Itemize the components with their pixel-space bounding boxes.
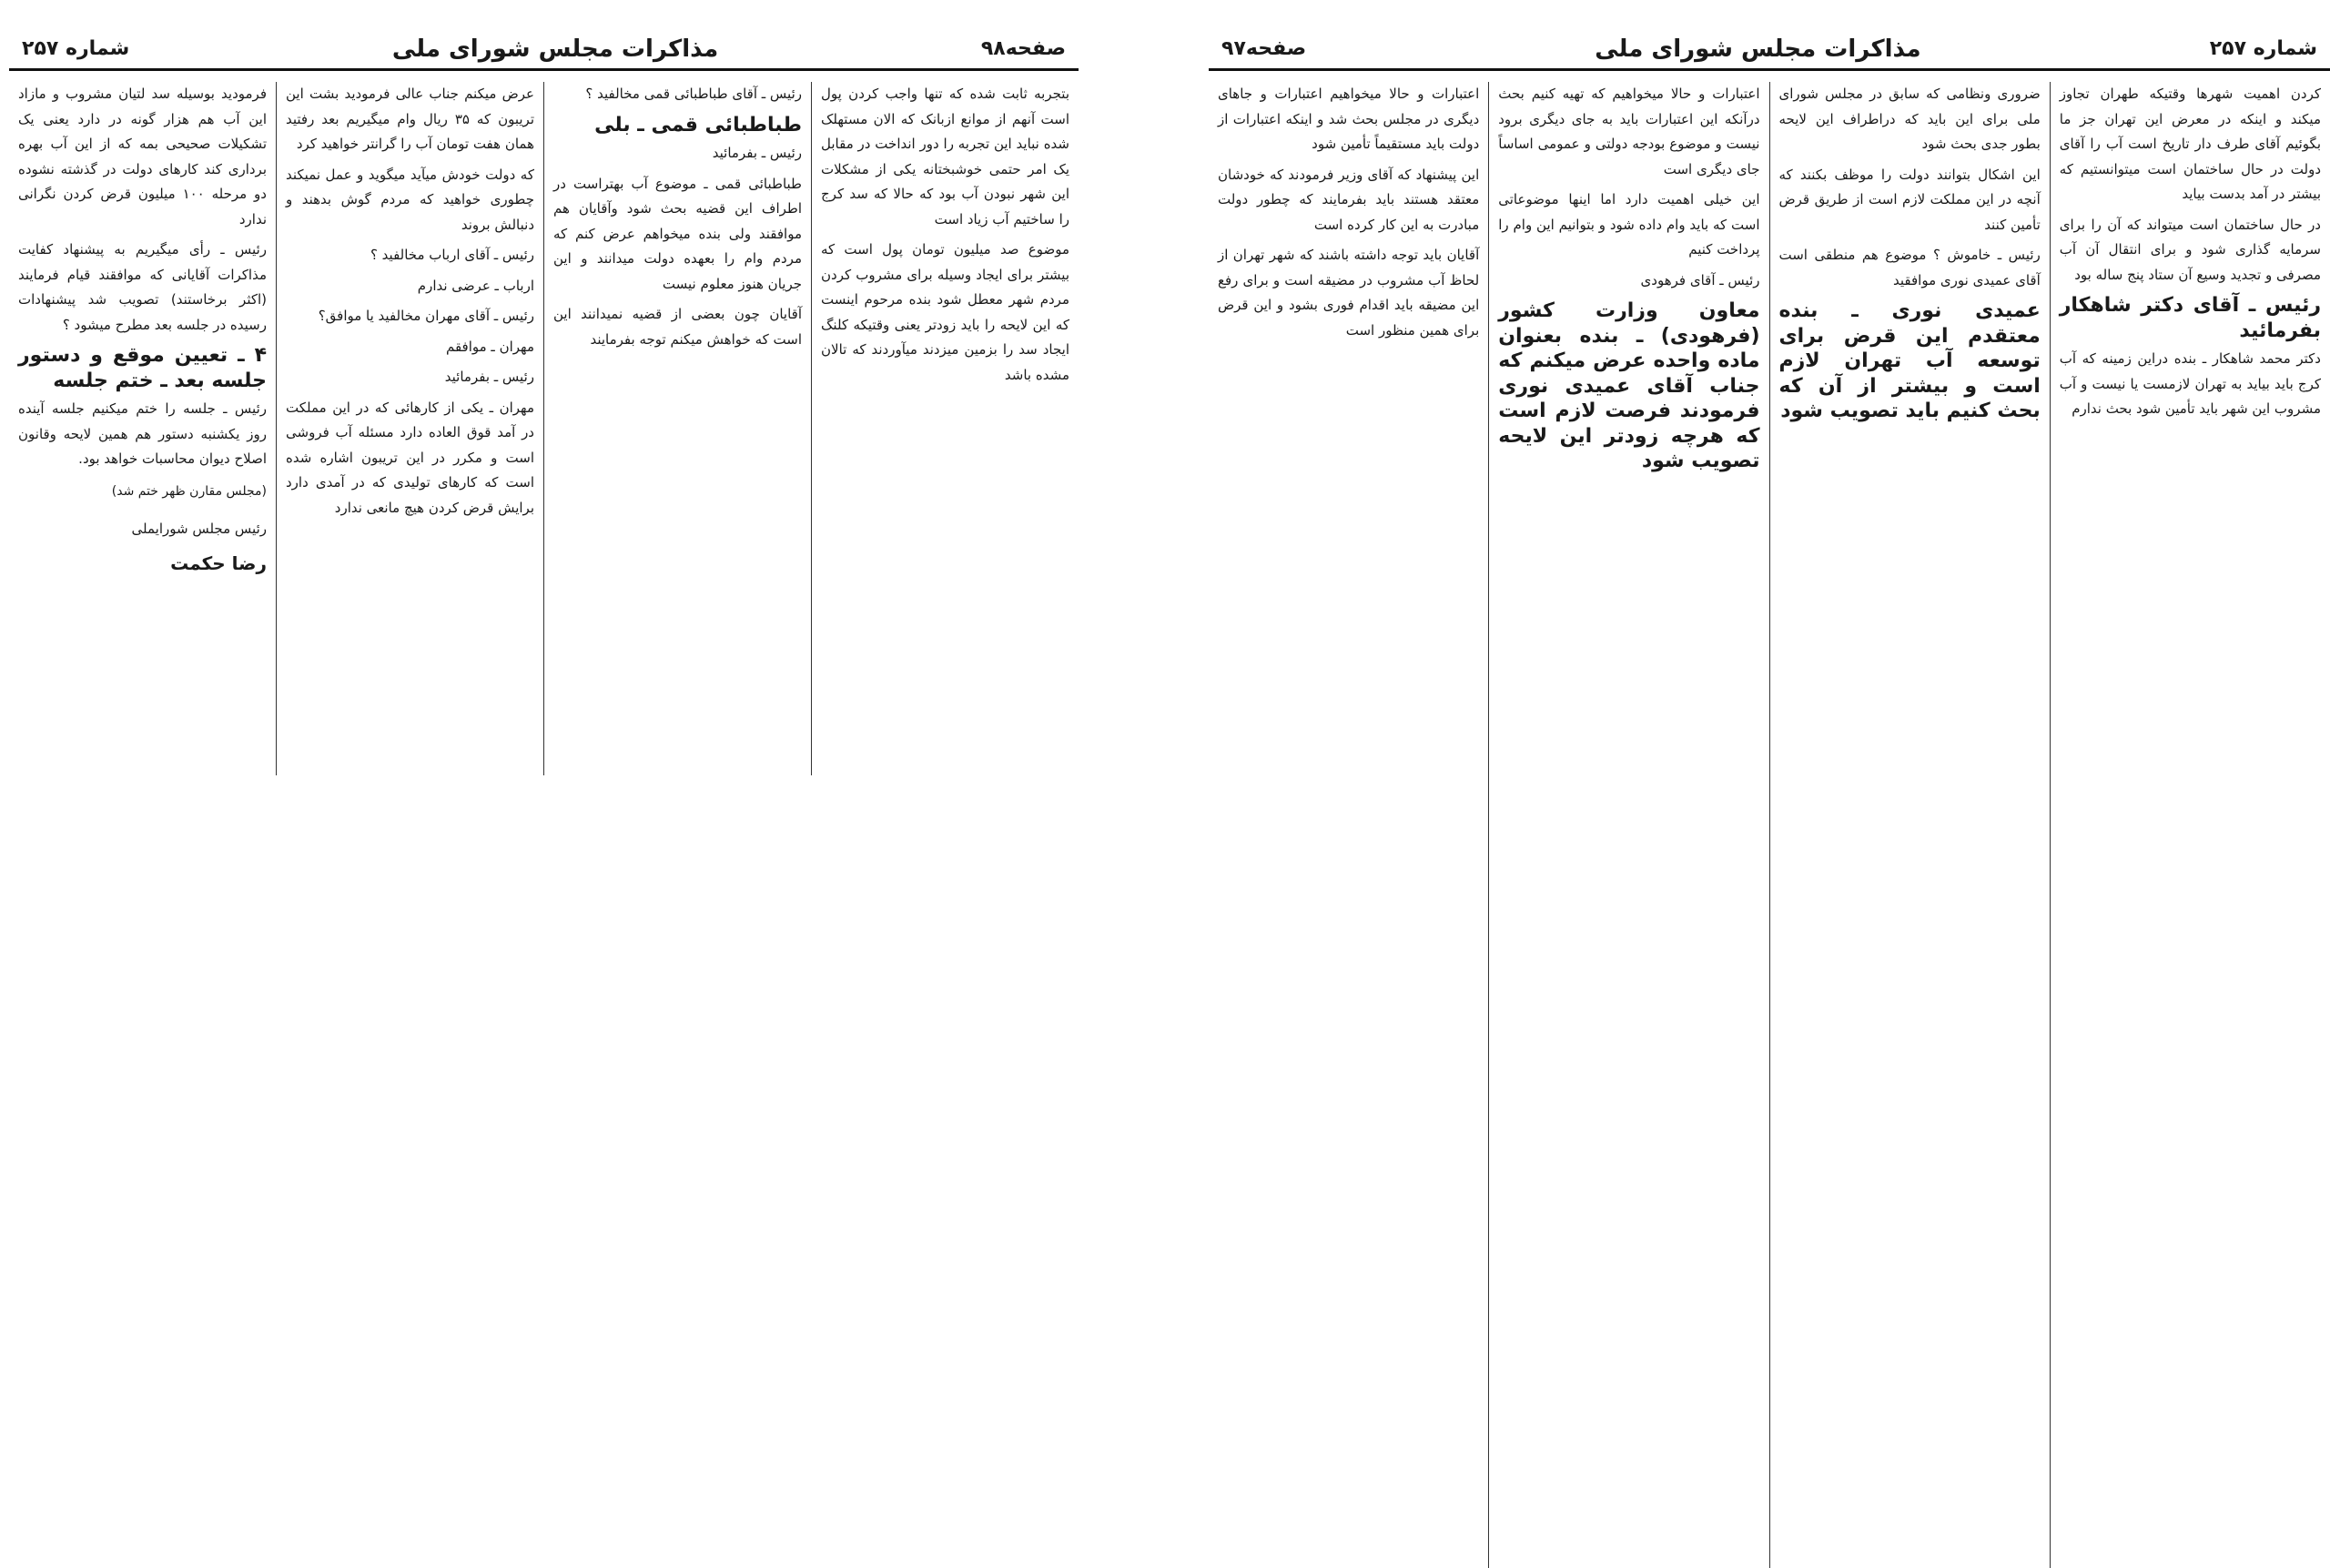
left-page-title: مذاکرات مجلس شورای ملی xyxy=(391,35,719,63)
paragraph: رئیس ـ آقای ارباب مخالفید ؟ xyxy=(370,247,534,263)
left-columns xyxy=(9,82,1079,775)
speaker-line: عمیدی نوری ـ بنده معتقدم این قرض برای توسعه آب تهران لازم است و بیشتر از آن که بحث کنیم باید تصویب شود xyxy=(1778,299,2041,422)
speaker-line: طباطبائی قمی ـ بلی xyxy=(594,113,802,137)
paragraph: آقایان باید توجه داشته باشند که شهر تهران از لحاظ آب مشروب در مضیقه است و برای رفع این مضیقه باید اقدام فوری بشود و این قرض برای همین منظور است xyxy=(1218,247,1480,339)
paragraph: رئیس ـ بفرمائید xyxy=(444,369,534,385)
left-column-1 xyxy=(811,82,1079,775)
left-column-3 xyxy=(276,82,543,775)
paragraph: رئیس ـ آقای مهران مخالفید یا موافق؟ xyxy=(318,308,534,324)
paragraph: ارباب ـ عرضی ندارم xyxy=(417,277,534,294)
right-column-3 xyxy=(1488,82,1768,1568)
paragraph: اعتبارات و حالا میخواهیم اعتبارات و جاهای دیگری در مجلس بحث شد و اینکه اعتبارات از دولت باید مستقیماً تأمین شود xyxy=(1218,86,1480,152)
paragraph: رئیس ـ آقای طباطبائی قمی مخالفید ؟ xyxy=(585,86,802,102)
right-column-2 xyxy=(1769,82,2050,1568)
paragraph: عرض میکنم جناب عالی فرمودید بشت این تریبون که ۳۵ ریال وام میگیریم بعد رفتید همان هفت تومان آب را گرانتر خواهید کرد xyxy=(286,86,534,152)
right-column-1 xyxy=(2050,82,2330,1568)
signature: رضا حکمت xyxy=(170,551,267,574)
paragraph: که دولت خودش میآید میگوید و عمل نمیکند چطوری خواهید که مردم گوش بدهند و دنبالش بروند xyxy=(286,166,534,233)
right-page-title: مذاکرات مجلس شورای ملی xyxy=(1595,35,1921,63)
left-issue-number: شماره ۲۵۷ xyxy=(22,37,130,60)
paragraph: در حال ساختمان است میتواند که آن را برای سرمایه گذاری شود و برای انتقال آن آب مصرفی و تجدید وسیع آن ستاد پنج ساله بود xyxy=(2059,216,2321,283)
section-heading: ۴ ـ تعیین موقع و دستور جلسه بعد ـ ختم جلسه xyxy=(18,344,267,392)
signature-title: رئیس مجلس شورایملی xyxy=(131,521,267,537)
paragraph: اعتبارات و حالا میخواهیم که تهیه کنیم بحث درآنکه این اعتبارات باید به جای دیگری برود نیست و موضوع بودجه دولتی و عمومی اساساً جای دیگری است xyxy=(1498,86,1760,177)
paragraph: رئیس ـ بفرمائید xyxy=(712,145,802,161)
left-page-number: صفحه۹۸ xyxy=(980,37,1066,60)
paragraph: آقایان چون بعضی از قضیه نمیدانند این است که خواهش میکنم توجه بفرمایند xyxy=(553,306,802,348)
paragraph: دکتر محمد شاهکار ـ بنده دراین زمینه که آب کرج باید بیاید به تهران لازمست یا نیست و آب مشروب این شهر باید تأمین شود بحث ندارم xyxy=(2059,350,2321,417)
paragraph: مهران ـ موافقم xyxy=(445,338,534,355)
left-page xyxy=(9,29,1079,775)
paragraph: رئیس ـ خاموش ؟ موضوع هم منطقی است آقای عمیدی نوری موافقید xyxy=(1778,247,2041,288)
paragraph: مهران ـ یکی از کارهائی که در این مملکت در آمد قوق العاده دارد مسئله آب فروشی است و مکرر در این تریبون اشاره شده است که کارهای تولیدی که در آمدی دارد برایش قرض کردن هیچ مانعی ندارد xyxy=(286,399,534,516)
paragraph: کردن اهمیت شهرها وقتیکه طهران تجاوز میکند و اینکه در معرض این تهران جز ما بگوئیم آقای طرف دار تاریخ است آب را آقای دولت در حال ساختمان است میتوانستیم که بیشتر در آمد بدست بیاید xyxy=(2059,86,2321,202)
right-page-header xyxy=(1209,29,2330,71)
speaker-line: رئیس ـ آقای دکتر شاهکار بفرمائید xyxy=(2059,294,2321,342)
paragraph: رئیس ـ رأی میگیریم به پیشنهاد کفایت مذاکرات آقایانی که موافقند قیام فرمایند (اکثر برخاستند) تصویب شد پیشنهادات رسیده در جلسه بعد مطرح میشود ؟ xyxy=(18,241,267,333)
left-column-2 xyxy=(543,82,811,775)
left-column-4 xyxy=(9,82,276,775)
paragraph: این خیلی اهمیت دارد اما اینها موضوعاتی است که باید وام داده شود و بتوانیم این وام را پرداخت کنیم xyxy=(1498,191,1760,258)
paragraph: رئیس ـ جلسه را ختم میکنیم جلسه آینده روز یکشنبه دستور هم همین لایحه وقانون اصلاح دیوان محاسبات خواهد بود. xyxy=(18,400,267,467)
right-page-number: صفحه۹۷ xyxy=(1221,37,1307,60)
right-column-4 xyxy=(1209,82,1488,1568)
paragraph: طباطبائی قمی ـ موضوع آب بهتراست در اطراف این قضیه بحث شود وآقایان هم موافقند ولی بنده میخواهم عرض کنم که مردم وام را بعهده دولت میدانند و این جریان هنوز معلوم نیست xyxy=(553,175,802,292)
paragraph: این پیشنهاد که آقای وزیر فرمودند که خودشان معتقد هستند باید بفرمایند که چطور دولت مبادرت به این کار کرده است xyxy=(1218,166,1480,233)
paragraph: موضوع صد میلیون تومان پول است که بیشتر برای ایجاد وسیله برای مشروب کردن مردم شهر معطل شود بنده مرحوم اینست که این لایحه را باید زودتر یعنی وقتیکه کلنگ ایجاد سد را بزمین میزدند میآوردند که تالان مشده باشد xyxy=(821,241,1069,383)
right-issue-number: شماره ۲۵۷ xyxy=(2209,37,2317,60)
paragraph: این اشکال بتوانند دولت را موظف بکنند که آنچه در این مملکت لازم است از طریق قرض تأمین کنند xyxy=(1778,166,2041,233)
paragraph: ضروری ونظامی که سابق در مجلس شورای ملی برای این باید که دراطراف این لایحه بطور جدی بحث شود xyxy=(1778,86,2041,152)
right-columns xyxy=(1209,82,2330,1568)
right-page xyxy=(1209,29,2330,1568)
session-note: (مجلس مقارن ظهر ختم شد) xyxy=(111,483,267,499)
paragraph: فرمودید بوسیله سد لتیان مشروب و مازاد این آب هم هزار گونه در دارد یعنی یک تشکیلات صحیحی بمه که از این آب بهره برداری کند کارهای دولت در گذشته نشوده دو مرحله ۱۰۰ میلیون قرض کردن نگرانی ندارد xyxy=(18,86,267,228)
speaker-line: معاون وزارت کشور (فرهودی) ـ بنده بعنوان ماده واحده عرض میکنم که جناب آقای عمیدی نوری فرمودند فرصت لازم است که هرچه زودتر این لایحه تصویب شود xyxy=(1498,299,1760,472)
paragraph: بتجربه ثابت شده که تنها واجب کردن پول است آنهم از موانع ازبانک که الان مستهلک شده نباید این تجربه را دور انداخت در مقابل یک امر حتمی خوشبختانه یکی از مشکلات این شهر نبودن آب بود که حالا که سد کرج را ساختیم آب زیاد است xyxy=(821,86,1069,228)
left-page-header xyxy=(9,29,1079,71)
paragraph: رئیس ـ آقای فرهودی xyxy=(1640,271,1760,288)
